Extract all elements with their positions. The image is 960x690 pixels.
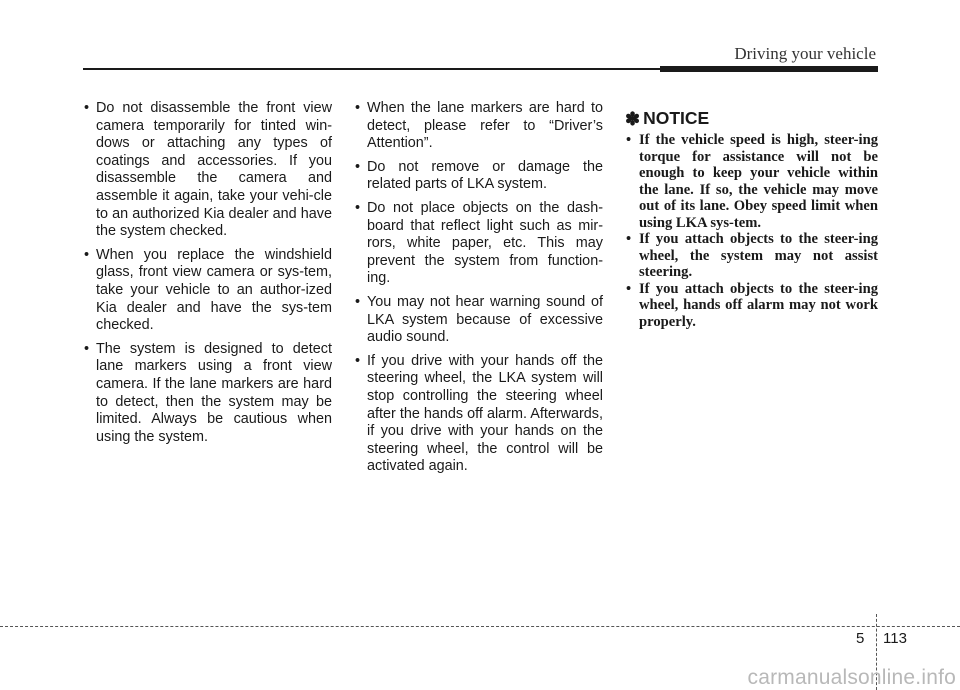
- notice-item: • If the vehicle speed is high, steer-ing torque for assistance will not be enough to keep your vehicle within the lane. If so, the vehicle may move out of its lane. Obey speed limit when using LKA sys-tem.: [625, 132, 878, 231]
- left-bullet-list: [82, 100, 332, 446]
- notice-item: • If you attach objects to the steer-ing wheel, hands off alarm may not work properly.: [625, 281, 878, 331]
- section-title: Driving your vehicle: [734, 44, 876, 63]
- notice-list: [625, 132, 878, 330]
- bullet-item: • You may not hear warning sound of LKA system because of excessive audio sound.: [353, 294, 603, 347]
- chapter-number: 5: [856, 630, 865, 647]
- middle-column: [353, 100, 603, 482]
- header-rule: [83, 68, 663, 70]
- watermark: carmanualsonline.info: [747, 666, 956, 689]
- middle-bullet-list: [353, 100, 603, 476]
- notice-heading: [625, 108, 878, 129]
- bullet-item: • The system is designed to detect lane markers using a front view camera. If the lane markers are hard to detect, then the system may be limited. Always be cautious when using the system.: [82, 341, 332, 447]
- bullet-item: • Do not remove or damage the related parts of LKA system.: [353, 159, 603, 194]
- notice-asterisk-icon: ✽: [625, 108, 641, 129]
- bullet-item: • Do not place objects on the dash-board that reflect light such as mir-rors, white paper, etc. This may prevent the system from function-ing.: [353, 200, 603, 288]
- bullet-item: • Do not disassemble the front view camera temporarily for tinted win-dows or attaching any types of coatings and accessories. If you disassemble the camera and assemble it again, take your vehi-cle to an authorized Kia dealer and have the system checked.: [82, 100, 332, 241]
- bullet-item: • When the lane markers are hard to detect, please refer to “Driver’s Attention”.: [353, 100, 603, 153]
- notice-box: [625, 108, 878, 330]
- left-column: [82, 100, 332, 452]
- page-number: 113: [883, 630, 907, 647]
- bullet-item: • If you drive with your hands off the steering wheel, the LKA system will stop controlling the steering wheel after the hands off alarm. Afterwards, if you drive with your hands on the steering wheel, the control will be activated again.: [353, 353, 603, 476]
- notice-title: NOTICE: [643, 108, 710, 128]
- footer-rule: [0, 626, 960, 627]
- bullet-item: • When you replace the windshield glass, front view camera or sys-tem, take your vehicle to an author-ized Kia dealer and have the sys-tem checked.: [82, 247, 332, 335]
- notice-item: • If you attach objects to the steer-ing wheel, the system may not assist steering.: [625, 231, 878, 281]
- header-rule-accent: [660, 66, 878, 72]
